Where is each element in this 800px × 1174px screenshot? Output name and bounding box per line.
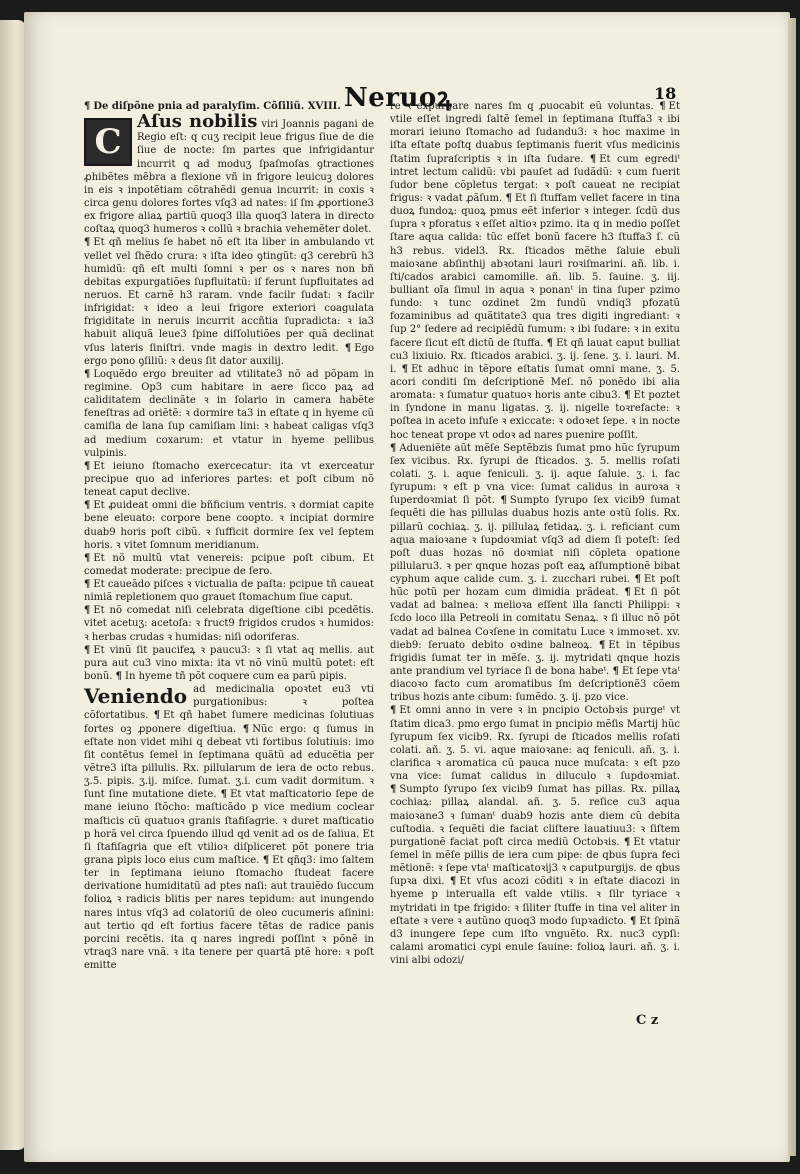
- signature-mark: C z: [636, 1013, 659, 1028]
- paragraph-mark-icon: ¶: [84, 237, 91, 249]
- paragraph-mark-icon: ¶: [84, 101, 91, 112]
- right-column: [390, 100, 680, 967]
- paragraph: ¶ Et nõ multũ vtat venereis: pcipue poſt cibum. Et comedat moderate: precipue de ſero.: [84, 552, 374, 577]
- lead-words: Aſus nobilis: [137, 111, 258, 133]
- paragraph: ¶ Adueniẽte aũt mẽſe Septẽbzis ſumat pmo hũc ſyrupum ſex vicibus. Rx. ſyrupi de ſticados. ʒ. 5. mellis roſati colati. ʒ. i. aque feniculi. ʒ. ij. aque ſaluie. ʒ. i. fac ſyrupum: ꝛ eſt p vna vice: ſumat calidus in auroꝛa ꝛ ſuperdoꝛmiat ſi põt. ¶ Sumpto ſyrupo ſex vicib9 ſumat ſequẽti die has pillulas duabus hozis ante oꝛtũ ſolis. Rx. pillarũ cochiaꝝ. ʒ. ij. pillulaꝝ fetidaꝝ. ʒ. i. reficiant cum aqua maioꝛane ꝛ ſupdoꝛmiat vſq3 ad diem ſi poteſt: ſed poſt duas hozas nõ doꝛmiat niſi cõpleta opatione pillularu3. ꝛ per qnque hozas poſt eaꝝ aſſumptionẽ bibat cyphum aque calide cum. ʒ. i. zucchari rubei. ¶ Et poſt hũc potũ per hozam cum dimidia prãdeat. ¶ Et ſi põt vadat ad balnea: ꝛ melioꝛa eſſent illa ſancti Philippi: ꝛ ſcdo loco illa Petreoli in comitatu Senaꝝ. ꝛ ſi illuc nõ põt vadat ad balnea Coꝛſene in comitatu Luce ꝛ immoꝛet. xv. dieb9: ſeruato debito oꝛdine balneoꝝ. ¶ Et in tẽpibus frigidis ſumat ter in mẽſe. ʒ. ij. mytridati qnque hozis ante prandium vel tyriace ſi de bona habeᵗ. ¶ Et ſepe vtaᵗ diacoꝛo facto cum aromatibus ſm deſcriptionẽ3 cõem tribus hozis ante cibum: ſumẽdo. ʒ. ij. pzo vice.: [390, 442, 681, 704]
- paragraph: viri Joannis pagani de Regio eſt: q cuʒ recipit leue frigus ſiue de die ſiue de nocte: ſm partes que infrigidantur incurrit ꝗ ad moduʒ ſpaſmoſas ꝯtractiones ꝓhibẽtes mẽbra a flexione vñ in frigore leuicuꝫ dolores in eis ꝛ inpotẽtiam cõtrahẽdi genua incurrit: in coxis ꝛ circa genu dolores fortes vſq3 ad nates: iſ ſm ꝓportione3 ex frigore aliaꝝ partiũ quoq3 illa quoq3 latera in directo coſtaꝝ quoq3 humeros ꝛ collũ ꝛ brachia vehemẽter dolet.: [84, 119, 375, 236]
- chapter-heading: ¶ De diſpõne pnia ad paralyſim. Cõſiliũ. XVIII.: [84, 101, 341, 112]
- paragraph: ¶ Et caueãdo piſces ꝛ victualia de paſta: pcipue tñ caueat nimiã repletionem quo grauet ſtomachum ſiue caput.: [84, 579, 374, 604]
- paragraph: ¶ Loquẽdo ergo breuiter ad vtilitate3 nõ ad põpam in regimine. Op3 cum habitare in aere ſicco paꝝ ad caliditatem declinãte ꝛ in ſolario in camera habẽte feneſtras ad oriẽtẽ: ꝛ dormire ta3 in eſtate q in hyeme cũ camiſia de lana ſup camiſiam lini: ꝛ habeat caligas vſq3 ad medium coxarum: et vtatur in hyeme pellibus vulpinis.: [84, 368, 374, 459]
- left-page-edge: [0, 20, 26, 1150]
- section-lead-word: Veniendo: [84, 684, 188, 709]
- decorated-initial: C: [84, 118, 132, 166]
- right-page-edge: [788, 18, 796, 1156]
- paragraph: Ego ergo pono ꝯſiliũ: ꝛ deus ſit dator auxilij.: [84, 342, 374, 367]
- paragraph: ¶ Et qñ melius ſe habet nõ eſt ita liber in ambulando vt vellet vel ſhẽdo crura: ꝛ iſta ideo ꝯtingũt: q3 cerebrũ h3 humidũ: qñ eſt multi ſomni ꝛ per os ꝛ nares non bñ debitas expurgatiões ſupfluitatũ: iſ ferunt ſupfluitates ad neruos. Et carnẽ h3 raram. vnde facilr ſudat: ꝛ facilr infrigidat: ꝛ ideo a leui frigore exteriori coagulata frigiditate in neruis incurrit accñtia ſupradicta: ꝛ ia3 habuit aliquã leue3 ſpine diſſolutiões per quã declinat vſus lateris ſiniſtri. vnde magis in dextro ledit. ¶ Ego ergo pono ꝯſiliũ: ꝛ deus ſit dator auxilij.: [84, 237, 374, 367]
- paragraph: ¶ Et vinũ ſit paucifeꝝ ꝛ paucu3: ꝛ ſi vtat aq mellis. aut pura aut cu3 vino mixta: ita vt nõ vinũ multũ potet: eſt bonũ. ¶ In hyeme tñ põt coquere cum ea parũ pipis.: [84, 644, 374, 683]
- paragraph: ¶ Et ꝓuideat omni die bñficium ventris. ꝛ dormiat capite bene eleuato: corpore bene coopto. ꝛ incipiat dormire duab9 horis poſt cibũ. ꝛ ſufficit dormire ſex vel ſeptem horis. ꝛ vitet ſomnum meridianum.: [84, 500, 374, 551]
- paragraph: Veniendo ad medicinalia opoꝛtet eu3 vti purgationibus: ꝛ poſtea cõfortatibus. ¶ Et qñ habet ſumere medicinas ſolutiuas fortes oꝫ ꝓponere digeſtiua. ¶ Nũc ergo: q ſumus in eſtate non videt mihi q debeat vti fortibus ſolutiuis: imo ſit contẽtus ſemel in ſeptimana quãtũ ad educẽtia per vẽtre3 iſta pillulis. Rx. pillularum de iera de octo rebus. ʒ.5. pipis. ʒ.ij. miſce. ſumat. ʒ.i. cum vadit dormitum. ꝛ ſunt ſine mutatione diete. ¶ Et vtat maſticatorio ſepe de mane ieiuno ſtõcho: maſticãdo p vice medium coclear maſticis cũ quatuoꝛ granis ſtafiſagrie. ꝛ duret maſticatio p horã vel circa ſpuendo illud qd venit ad os de ſaliua. Et ſi ſtafiſagria que eſt vtilioꝛ diſpliceret põt ponere tria grana pipis loco eius cum maſtice. ¶ Et qñq3: imo ſaltem ter in ſeptimana ieiuno ſtomacho ſtudeat facere derivatione humiditatũ ad ptes naſi: aut trauiẽdo ſuccum folioꝝ ꝛ radicis blitis per nares tepidum: aut inungendo nares intus vſq3 ad colatoriũ de oleo cucumeris aſinini: aut tertio qd eſt fortius facere tẽtas de radice panis porcini recẽtis. ita q nares ingredi poſſint ꝛ põnẽ in vtraq3 nare vnã. ꝛ ita tenere per quartã ptẽ hore: ꝛ poſt emitte: [84, 684, 374, 972]
- opening-paragraph: [84, 111, 375, 236]
- paragraph: re ꝛ expurgare nares ſm q ꝓuocabit eũ voluntas. ¶ Et vtile eſſet ingredi ſaltẽ ſemel in ſeptimana ſtuffa3 ꝛ ibi morari ieiuno ſtomacho ad ſudandu3: ꝛ hoc maxime in iſta eſtate poſtq duabus ſeptimanis fuerit vſus medicinis ſtatim ſupraſcriptis ꝛ in iſta ſudare. ¶ Et cum egrediᵗ intret lectum calidũ: vbi pauſet ad ſudãdũ: ꝛ cum fuerit ſudor bene cõpletus tergat: ꝛ poſt caueat ne recipiat frigus: ꝛ vadat ꝓãſum. ¶ Et ſi ſtuffam vellet facere in tina duoꝝ fundoꝝ: quoꝝ pmus eẽt inferior ꝛ integer. ſcdũ dus ſupra ꝛ pforatus ꝛ eſſet altioꝛ pzimo. ita q in medio poſſet ſtare aqua calida: tũc eſſet bonũ facere h3 ſtuffa3 ſ. cũ h3 rebus. videl3. Rx. ſticados mẽthe ſaluie ebuli maioꝛane abſinthij abꝛotani lauri roꝛiſmarini. añ. lib. i. ſti/cados arabici camomille. añ. lib. 5. ſauine. ʒ. iij. bulliant oĩa ſimul in aqua ꝛ ponanᵗ in tina ſuper pzimo fundo: ꝛ tunc ozdinet 2m fundũ vndiq3 pfozatũ fozaminibus ad quãtitate3 qua tres digiti ingrediant: ꝛ ſup 2° ſedere ad recipiẽdũ fumum: ꝛ ibi ſudare: ꝛ in exitu facere ſicut eſt dictũ de ſtuffa. ¶ Et qñ lauat caput bulliat cu3 lixiuio. Rx. ſticados arabici. ʒ. ij. ſene. ʒ. i. lauri. M. i. ¶ Et adhuc in tẽpore eſtatis ſumat omni mane. ʒ. 5. acori conditi ſm deſcriptionẽ Meſ. nõ ponẽdo ibi alia aromata: ꝛ ſumatur quatuoꝛ horis ante cibu3. ¶ Et poztet in ſyndone in manu ligatas. ʒ. ij. nigelle toꝛrefacte: ꝛ poſtea in aceto infuſe ꝛ exiccate: ꝛ odoꝛet ſepe. ꝛ in nocte hoc teneat prope vt odoꝛ ad nares puenire poſſit.: [390, 101, 681, 441]
- paragraph: ¶ Et ieiuno ſtomacho exercecatur: ita vt exerceatur precipue quo ad inferiores partes: et poſt cibum nõ teneat caput declive.: [84, 460, 374, 499]
- paragraph: ¶ Et omni anno in vere ꝛ in pncipio Octobꝛis purgeᵗ vt ſtatim dica3. pmo ergo ſumat in pncipio mẽſis Martij hũc ſyrupum ſex vicib9. Rx. ſyrupi de ſticados mellis roſati colati. añ. ʒ. 5. vi. aque maioꝛane: aq feniculi. añ. ʒ. i. clarifica ꝛ aromatica cũ pauca nuce muſcata: ꝛ eſt pzo vna vice: ſumat calidus in diluculo ꝛ ſupdoꝛmiat. ¶ Sumpto ſyrupo ſex vicib9 ſumat has pillas. Rx. pillaꝝ cochiaꝝ: pillaꝝ alandal. añ. ʒ. 5. reſice cu3 aqua maioꝛane3 ꝛ ſumanᵗ duab9 hozis ante diem cũ debita cuſtodia. ꝛ ſequẽti die faciat cliſtere lauatiuu3: ꝛ ſiſtem purgationẽ faciat poſt circa mediũ Octobꝛis. ¶ Et vtatur ſemel in mẽſe pillis de iera cum pipe: de qbus ſupra feci mẽtionẽ: ꝛ ſepe vtaᵗ maſticatoꝛij3 ꝛ caputpurgijs. de qbus ſupꝛa dixi. ¶ Et vſus acozi cõditi ꝛ in eſtate diacozi in hyeme p interualla eſt valde vtilis. ꝛ ſilr tyriace ꝛ mytridati in tpe frigido: ꝛ ſiliter ſtuffe in tina vel aliter in eſtate ꝛ vere ꝛ autũno quoq3 modo ſupꝛadicto. ¶ Et ſpinã d3 inungere ſepe cum iſto vnguẽto. Rx. nuc3 cypſi: calami aromatici cypi enule ſauine: folioꝝ lauri. añ. ʒ. i. vini albi odozi/: [390, 705, 681, 967]
- running-head: Neruoꝝ: [344, 83, 453, 113]
- paragraph: ¶ Et nõ comedat niſi celebrata digeſtione cibi pcedẽtis. vitet acetuʒ: acetoſa: ꝛ fruct9 frigidos crudos ꝛ humidos: ꝛ herbas crudas ꝛ humidas: niſi odoriferas.: [84, 605, 374, 643]
- folio-number: 18: [654, 84, 677, 103]
- left-column: [84, 100, 374, 972]
